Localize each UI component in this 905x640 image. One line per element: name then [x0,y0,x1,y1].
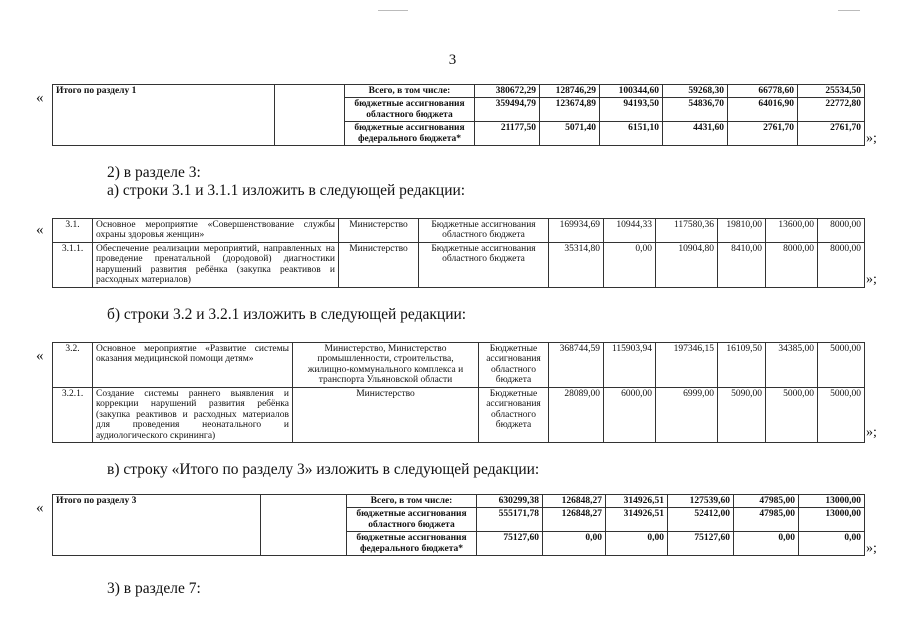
value-cell: 52412,00 [668,508,734,532]
row-source: Бюджетные ассигнования областного бюджета [419,242,549,287]
value-cell: 0,00 [543,532,606,556]
row-label: бюджетные ассигнования федерального бюджета* [347,532,477,556]
value-cell: 28089,00 [549,387,604,442]
value-cell: 8000,00 [818,242,865,287]
value-cell: 5000,00 [818,343,865,388]
value-cell: 630299,38 [477,495,543,508]
value-cell: 368744,59 [549,343,604,388]
row-source: Бюджетные ассигнования областного бюджета [479,387,549,442]
row-number: 3.2.1. [53,387,93,442]
table-row [53,387,865,442]
value-cell: 4431,60 [663,122,728,146]
row-executor: Министерство, Министерство промышленности, строительства, жилищно-коммунального комплекса и транспорта Ульяновской области [293,343,479,388]
value-cell: 35314,80 [549,242,604,287]
value-cell: 47985,00 [734,495,799,508]
row-executor: Министерство [339,219,419,243]
row-executor: Министерство [339,242,419,287]
quote-open: « [36,500,44,516]
value-cell: 117580,36 [656,219,718,243]
quote-close: »; [866,425,877,440]
value-cell: 128746,29 [540,85,600,98]
table-row [53,343,865,388]
table-row [53,242,865,287]
table-row [53,495,865,508]
value-cell: 314926,51 [606,508,668,532]
row-number: 3.1. [53,219,93,243]
value-cell: 75127,60 [668,532,734,556]
quote-open: « [36,222,44,238]
value-cell: 13000,00 [799,495,865,508]
paragraph-c: в) строку «Итого по разделу 3» изложить в следующей редакции: [107,461,540,478]
value-cell: 359494,79 [475,98,540,122]
total-title: Итого по разделу 3 [53,495,261,556]
value-cell: 21177,50 [475,122,540,146]
value-cell: 0,00 [604,242,656,287]
value-cell: 64016,90 [728,98,798,122]
total-title: Итого по разделу 1 [53,85,275,146]
paragraph-a: а) строки 3.1 и 3.1.1 изложить в следующей редакции: [107,182,466,199]
value-cell: 380672,29 [475,85,540,98]
row-name: Создание системы раннего выявления и коррекции нарушений развития ребёнка (закупка реактивов и расходных материалов для проведения неонатального и аудиологического скрининга) [93,387,293,442]
value-cell: 8000,00 [766,242,818,287]
value-cell: 6000,00 [604,387,656,442]
row-label: Всего, в том числе: [347,495,477,508]
value-cell: 59268,30 [663,85,728,98]
value-cell: 314926,51 [606,495,668,508]
value-cell: 0,00 [734,532,799,556]
row-number: 3.1.1. [53,242,93,287]
value-cell: 0,00 [606,532,668,556]
paragraph-section3: 2) в разделе 3: [107,164,201,181]
value-cell: 47985,00 [734,508,799,532]
quote-open: « [36,90,44,106]
value-cell: 126848,27 [543,495,606,508]
value-cell: 19810,00 [718,219,766,243]
row-source: Бюджетные ассигнования областного бюджета [479,343,549,388]
value-cell: 75127,60 [477,532,543,556]
value-cell: 13000,00 [799,508,865,532]
value-cell: 555171,78 [477,508,543,532]
row-label: бюджетные ассигнования областного бюджета [347,508,477,532]
value-cell: 0,00 [799,532,865,556]
value-cell: 115903,94 [604,343,656,388]
value-cell: 197346,15 [656,343,718,388]
value-cell: 25534,50 [798,85,865,98]
value-cell: 94193,50 [600,98,663,122]
value-cell: 6151,10 [600,122,663,146]
value-cell: 66778,60 [728,85,798,98]
row-source: Бюджетные ассигнования областного бюджета [419,219,549,243]
value-cell: 2761,70 [728,122,798,146]
rows-3-1-table [52,218,865,288]
row-label: бюджетные ассигнования федерального бюджета* [345,122,475,146]
value-cell: 13600,00 [766,219,818,243]
scan-mark [838,10,860,11]
quote-close: »; [866,272,877,287]
value-cell: 5090,00 [718,387,766,442]
page-number: 3 [448,52,457,68]
value-cell: 8410,00 [718,242,766,287]
quote-close: »; [866,131,877,146]
row-executor: Министерство [293,387,479,442]
value-cell: 54836,70 [663,98,728,122]
table-row [53,219,865,243]
value-cell: 123674,89 [540,98,600,122]
value-cell: 2761,70 [798,122,865,146]
value-cell: 5000,00 [766,387,818,442]
value-cell: 100344,60 [600,85,663,98]
quote-open: « [36,348,44,364]
paragraph-b: б) строки 3.2 и 3.2.1 изложить в следующей редакции: [107,306,467,323]
value-cell: 126848,27 [543,508,606,532]
row-label: Всего, в том числе: [345,85,475,98]
value-cell: 6999,00 [656,387,718,442]
row-name: Основное мероприятие «Развитие системы оказания медицинской помощи детям» [93,343,293,388]
value-cell: 5000,00 [818,387,865,442]
table-row [53,85,865,98]
empty-cell [261,495,347,556]
row-name: Обеспечение реализации мероприятий, направленных на проведение пренатальной (дородовой) диагностики нарушений развития ребёнка (закупка реактивов и расходных материалов) [93,242,339,287]
row-number: 3.2. [53,343,93,388]
scan-mark [378,10,408,11]
value-cell: 169934,69 [549,219,604,243]
section1-total-table [52,84,865,146]
rows-3-2-table [52,342,865,443]
value-cell: 22772,80 [798,98,865,122]
row-label: бюджетные ассигнования областного бюджета [345,98,475,122]
value-cell: 8000,00 [818,219,865,243]
value-cell: 127539,60 [668,495,734,508]
paragraph-section7: 3) в разделе 7: [107,580,201,597]
row-name: Основное мероприятие «Совершенствование службы охраны здоровья женщин» [93,219,339,243]
value-cell: 5071,40 [540,122,600,146]
empty-cell [275,85,345,146]
value-cell: 34385,00 [766,343,818,388]
quote-close: »; [866,541,877,556]
value-cell: 10904,80 [656,242,718,287]
value-cell: 10944,33 [604,219,656,243]
value-cell: 16109,50 [718,343,766,388]
section3-total-table [52,494,865,556]
